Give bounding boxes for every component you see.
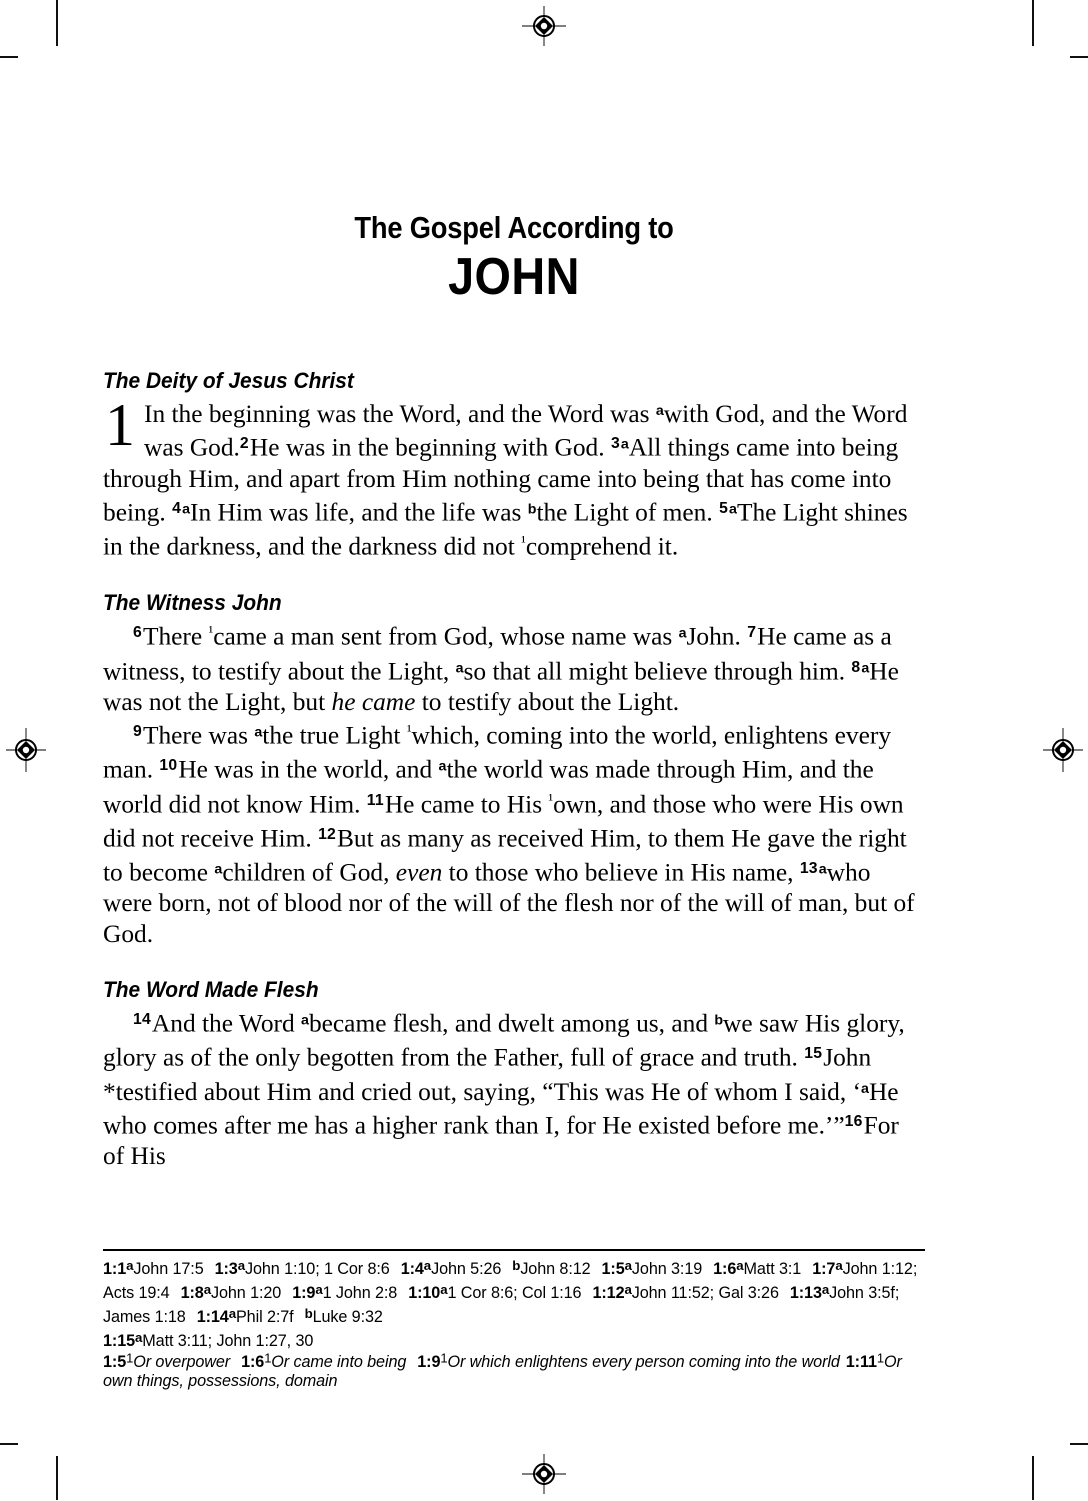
paragraph-verses-14-16 — [103, 1005, 925, 1172]
xref-entry[interactable] — [196, 1305, 294, 1326]
xref-verse-ref: 1:1 — [103, 1260, 127, 1279]
crop-mark-bottom-left — [56, 1456, 58, 1500]
xref-marker-a[interactable]: a — [182, 501, 190, 518]
xref-letter: b — [304, 1305, 313, 1321]
xref-entry[interactable] — [602, 1260, 703, 1278]
note-number: 1 — [440, 1350, 448, 1365]
verse-8-supplied-words: he came — [331, 687, 416, 716]
xref-marker-a[interactable]: a — [455, 660, 464, 677]
xref-passage: John 17:5 — [133, 1260, 204, 1279]
xref-verse-ref: 1:7 — [812, 1260, 836, 1279]
xref-entry[interactable] — [180, 1281, 282, 1302]
verse-number-15: 15 — [804, 1045, 823, 1063]
note-number: 1 — [126, 1350, 134, 1365]
note-text: Or overpower — [133, 1352, 231, 1371]
verse-2-text: He was in the beginning with God. — [249, 433, 605, 462]
verse-3-text: All things came into being through Him, and apart from Him nothing came into being that has come into being. — [103, 433, 899, 527]
xref-letter: a — [203, 1281, 211, 1297]
translator-notes — [103, 1348, 931, 1392]
verse-number-3: 3 — [610, 435, 620, 453]
xref-passage: 1 John 2:8 — [322, 1284, 398, 1302]
paragraph-verses-9-13 — [103, 717, 925, 949]
xref-marker-a[interactable]: a — [861, 1080, 869, 1097]
note-number: 1 — [876, 1350, 884, 1365]
verse-6-text-a: There — [142, 623, 209, 651]
verse-number-9: 9 — [133, 723, 142, 741]
scripture-body — [103, 368, 925, 1172]
xref-passage: John 11:52; Gal 3:26 — [631, 1284, 779, 1302]
xref-verse-ref: 1:13 — [789, 1284, 822, 1302]
verse-16-text: For of His — [103, 1111, 899, 1171]
xref-verse-ref: 1:8 — [180, 1284, 204, 1302]
verse-7-text-a: He came as a witness, to testify about the Light, — [103, 623, 892, 686]
xref-verse-ref: 1:10 — [408, 1284, 441, 1302]
xref-passage: 1 Cor 8:6; Col 1:16 — [447, 1284, 582, 1302]
verse-number-14: 14 — [133, 1011, 151, 1029]
verse-4-text-b: the Light of men. — [536, 498, 713, 527]
xref-verse-ref: 1:9 — [292, 1284, 316, 1302]
book-superscript-title: The Gospel According to — [354, 210, 674, 245]
xref-letter: a — [624, 1258, 632, 1273]
section-heading-witness: The Witness John — [103, 590, 282, 616]
verse-5-text-a: The Light shines in the darkness, and the darkness did not — [103, 498, 908, 561]
verse-number-16: 16 — [844, 1113, 863, 1131]
crop-mark-top-left — [56, 0, 58, 46]
xref-passage: John 3:5f; James 1:18 — [103, 1284, 900, 1326]
xref-marker-a[interactable]: a — [438, 758, 447, 775]
verse-10-text-a: He was in the world, and — [178, 756, 439, 785]
note-verse-ref: 1:6 — [241, 1352, 265, 1371]
xref-letter: a — [440, 1281, 448, 1297]
xref-passage: John 1:12; Acts 19:4 — [103, 1260, 918, 1302]
verse-8-text-b: to testify about the Light. — [415, 687, 680, 716]
xref-marker-a[interactable]: a — [214, 861, 223, 878]
xref-marker-a[interactable]: a — [301, 1012, 309, 1029]
crop-mark-left-bottom-edge — [0, 1443, 18, 1445]
xref-verse-ref: 1:3 — [214, 1260, 238, 1279]
verse-number-4: 4 — [172, 500, 182, 518]
verse-9-text-a: There was — [142, 721, 255, 750]
xref-passage: John 3:19 — [631, 1260, 703, 1279]
xref-marker-a[interactable]: a — [861, 660, 870, 677]
verse-number-7: 7 — [747, 624, 757, 642]
translator-note-entry[interactable] — [103, 1350, 231, 1371]
verse-number-13: 13 — [799, 859, 818, 877]
verse-8-text-a: He was not the Light, but — [103, 657, 899, 716]
verse-4-text-a: In Him was life, and the life was — [190, 498, 528, 527]
crop-mark-left-top-edge — [0, 56, 18, 58]
crop-mark-right-bottom-edge — [1070, 1443, 1088, 1445]
crop-mark-right-top-edge — [1070, 56, 1088, 58]
verse-11-text-a: He came to His — [384, 790, 549, 819]
verse-number-6: 6 — [133, 624, 142, 642]
xref-entry[interactable] — [103, 1260, 204, 1278]
paragraph-verses-1-5 — [103, 391, 925, 563]
verse-14-text-b: became flesh, and dwelt among us, and — [308, 1009, 715, 1038]
verse-6-text-c: John. — [686, 623, 741, 651]
xref-passage: John 1:20 — [210, 1284, 282, 1302]
footnote-marker-1[interactable]: ¹ — [548, 791, 554, 809]
xref-letter: a — [135, 1329, 143, 1345]
xref-letter: a — [624, 1281, 632, 1297]
verse-9-text-b: the true Light — [262, 721, 407, 750]
crop-mark-top-right — [1032, 0, 1034, 46]
xref-passage: Phil 2:7f — [235, 1307, 294, 1326]
xref-letter: a — [237, 1258, 245, 1273]
xref-letter: a — [835, 1258, 843, 1273]
verse-12-supplied-words: even — [395, 858, 443, 887]
verse-number-8: 8 — [851, 658, 861, 676]
xref-marker-a[interactable]: a — [678, 625, 687, 642]
verse-14-text-a: And the Word — [151, 1009, 302, 1038]
verse-number-11: 11 — [366, 791, 384, 809]
verse-number-5: 5 — [719, 500, 729, 518]
section-heading-word-made-flesh: The Word Made Flesh — [103, 977, 319, 1003]
xref-verse-ref: 1:6 — [713, 1260, 737, 1279]
xref-letter: a — [315, 1281, 323, 1297]
footnote-marker-1[interactable]: ¹ — [521, 534, 526, 552]
verse-7-text-b: so that all might believe through him. — [463, 657, 846, 686]
translator-note-entry[interactable] — [241, 1350, 407, 1371]
note-number: 1 — [264, 1350, 272, 1365]
xref-marker-b[interactable]: b — [527, 501, 537, 518]
xref-marker-b[interactable]: b — [714, 1012, 724, 1029]
xref-entry[interactable] — [592, 1281, 779, 1302]
verse-13-text: who were born, not of blood nor of the will of the flesh nor of the will of man, but of God. — [103, 858, 915, 948]
footnote-marker-1[interactable]: ¹ — [406, 723, 412, 741]
xref-entry[interactable] — [304, 1305, 383, 1326]
xref-verse-ref: 1:14 — [196, 1307, 229, 1326]
verse-number-12: 12 — [318, 825, 336, 843]
translator-note-entry[interactable] — [417, 1350, 840, 1371]
xref-marker-a[interactable]: a — [729, 501, 737, 518]
xref-marker-a[interactable]: a — [254, 724, 263, 741]
xref-passage: John 8:12 — [520, 1260, 591, 1279]
verse-10-text-b: the world was made through Him, and the world did not know Him. — [103, 756, 874, 819]
xref-passage: John 5:26 — [431, 1260, 502, 1279]
chapter-number: 1 — [105, 391, 135, 458]
xref-verse-ref: 1:5 — [601, 1260, 625, 1279]
crop-mark-bottom-right — [1032, 1456, 1034, 1500]
xref-letter: a — [423, 1258, 432, 1273]
xref-passage: Luke 9:32 — [312, 1307, 383, 1326]
xref-verse-ref: 1:12 — [592, 1284, 625, 1302]
verse-number-10: 10 — [159, 757, 178, 775]
xref-letter: b — [512, 1258, 521, 1273]
note-text: Or own things, possessions, domain — [103, 1352, 902, 1391]
footnote-marker-1[interactable]: ¹ — [208, 624, 214, 642]
verse-5-text-b: comprehend it. — [525, 532, 679, 561]
verse-12-text-c: to those who believe in His name, — [442, 858, 794, 887]
verse-1-text-b: with God, and the Word was God. — [144, 399, 908, 462]
verse-6-text-b: came a man sent from God, whose name was — [213, 623, 679, 651]
xref-verse-ref: 1:4 — [400, 1260, 424, 1279]
xref-entry[interactable] — [713, 1260, 801, 1278]
xref-letter: a — [126, 1258, 134, 1273]
xref-letter: a — [228, 1305, 236, 1321]
xref-entry[interactable] — [512, 1260, 590, 1278]
xref-marker-a[interactable]: a — [655, 402, 664, 419]
verse-12-text-b: children of God, — [222, 858, 396, 887]
xref-entry[interactable] — [292, 1281, 398, 1302]
xref-entry[interactable] — [408, 1281, 582, 1302]
verse-number-2: 2 — [239, 435, 249, 453]
xref-verse-ref: 1:15 — [103, 1331, 135, 1350]
note-text: Or came into being — [271, 1352, 407, 1371]
note-text: Or which enlightens every person coming into the world — [447, 1352, 840, 1371]
xref-entry[interactable] — [103, 1329, 314, 1350]
cross-reference-notes — [103, 1256, 925, 1351]
xref-entry[interactable] — [215, 1260, 390, 1278]
xref-marker-a[interactable]: a — [818, 861, 827, 878]
note-verse-ref: 1:5 — [103, 1352, 127, 1371]
notes-separator-rule — [103, 1249, 925, 1251]
xref-letter: a — [736, 1258, 744, 1273]
xref-marker-a[interactable]: a — [620, 436, 629, 453]
section-heading-deity: The Deity of Jesus Christ — [103, 367, 354, 393]
verse-14-text-c: we saw His glory, glory as of the only begotten from the Father, full of grace and truth. — [103, 1009, 905, 1072]
xref-letter: a — [821, 1281, 830, 1297]
verse-15-text-a: John *testified about Him and cried out, saying, “This was He of whom I said, ‘ — [103, 1043, 872, 1106]
verse-11-text-b: own, and those who were His own did not receive Him. — [103, 790, 904, 853]
verse-12-text-a: But as many as received Him, to them He gave the right to become — [103, 824, 907, 887]
note-verse-ref: 1:9 — [417, 1352, 441, 1371]
note-verse-ref: 1:11 — [845, 1352, 877, 1371]
paragraph-verses-6-8 — [103, 618, 925, 717]
registration-mark-right — [1041, 728, 1085, 772]
verse-9-text-c: which, coming into the world, enlightens every man. — [103, 721, 892, 785]
book-title: JOHN — [448, 247, 580, 306]
verse-1-text-a: In the beginning was the Word, and the Word was — [144, 399, 656, 428]
xref-passage: Matt 3:11; John 1:27, 30 — [142, 1331, 314, 1350]
xref-passage: John 1:10; 1 Cor 8:6 — [245, 1260, 390, 1279]
bible-page — [103, 0, 925, 1500]
registration-mark-left — [4, 728, 48, 772]
xref-entry[interactable] — [401, 1260, 502, 1278]
xref-passage: Matt 3:1 — [743, 1260, 802, 1279]
verse-15-text-b: He who comes after me has a higher rank than I, for He existed before me.’” — [103, 1077, 899, 1140]
